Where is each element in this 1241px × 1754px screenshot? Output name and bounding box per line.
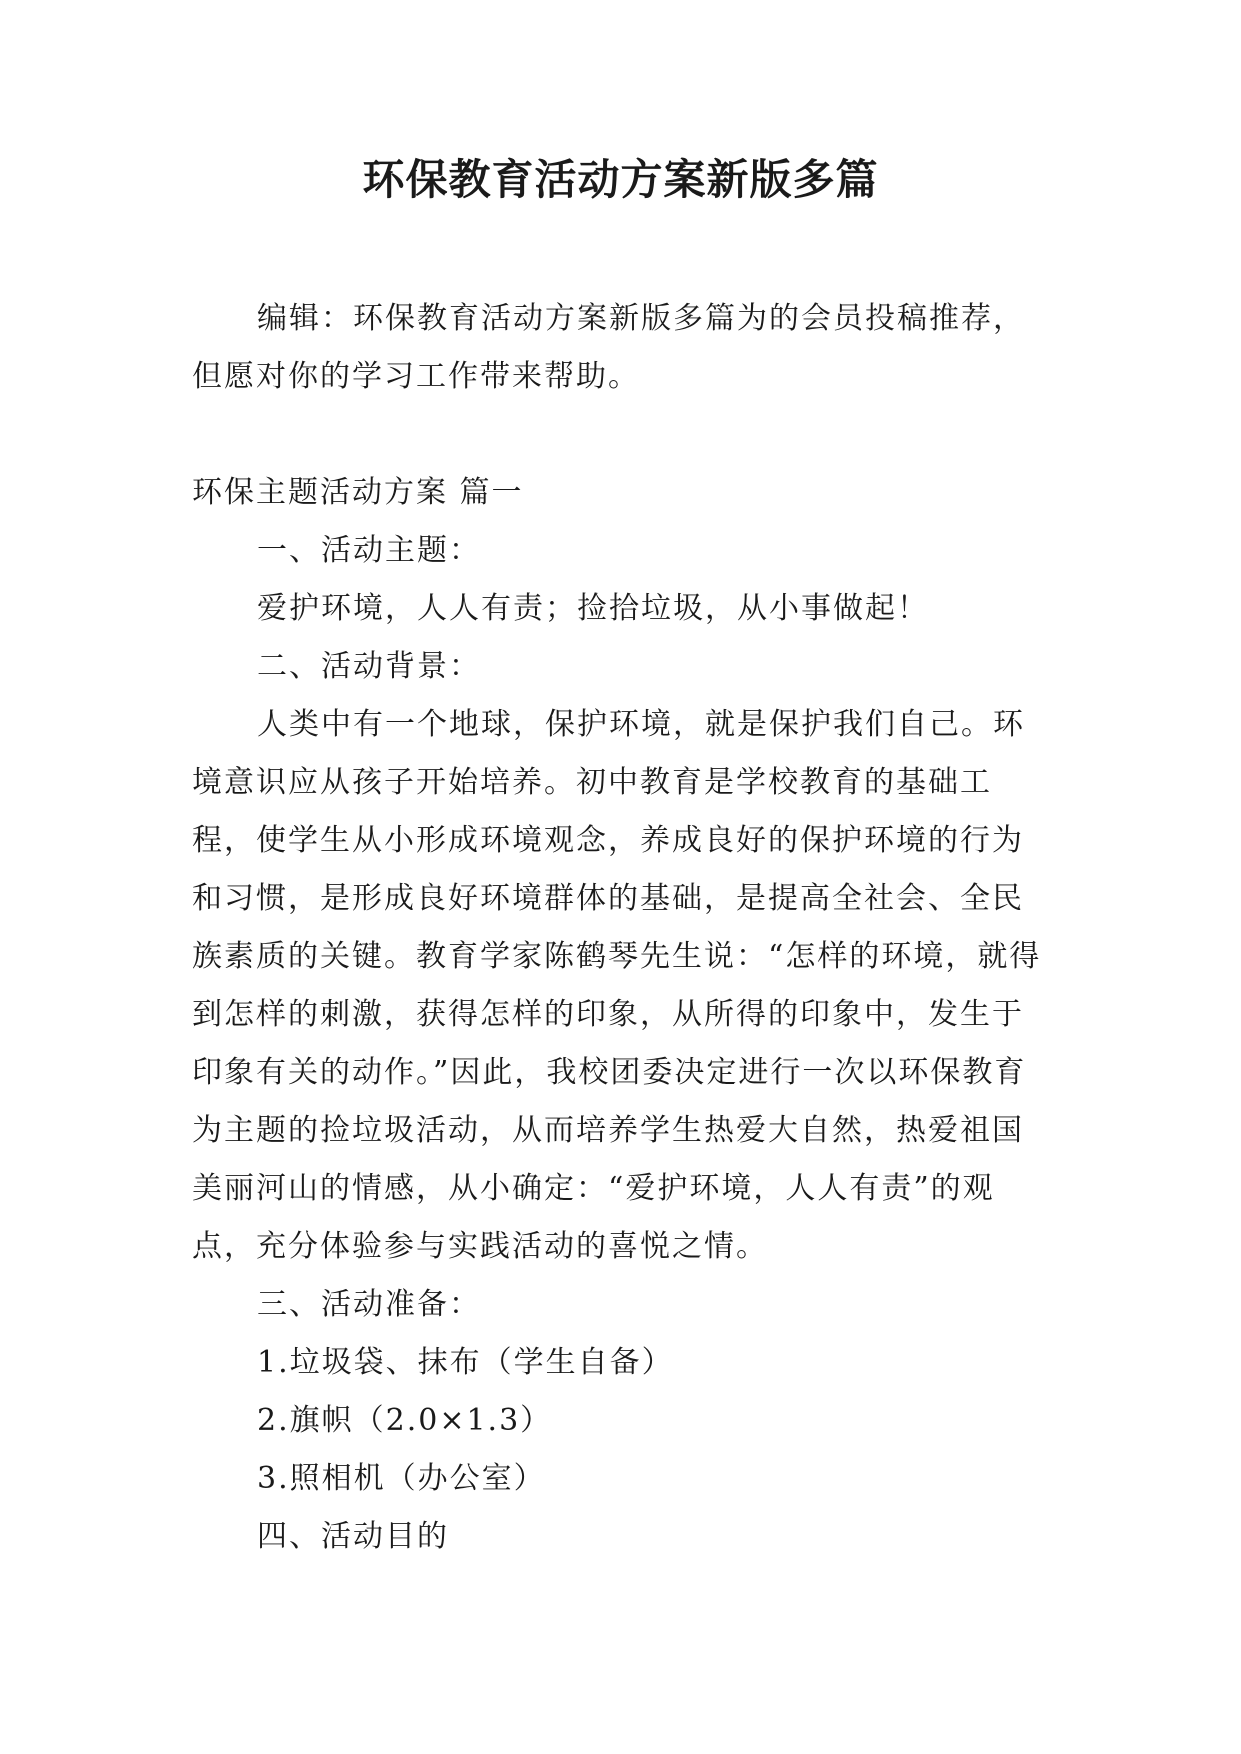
section-one [192,464,1052,1566]
prep-item-bags: 1.垃圾袋、抹布（学生自备） [257,1345,674,1380]
prep-item-flag: 2.旗帜（2.0×1.3） [257,1403,553,1438]
intro-paragraph: 编辑：环保教育活动方案新版多篇为的会员投稿推荐，但愿对你的学习工作带来帮助。 [192,301,1025,394]
section-heading: 环保主题活动方案 篇一 [192,475,524,510]
heading-activity-purpose: 四、活动目的 [257,1519,449,1554]
background-paragraph: 人类中有一个地球，保护环境，就是保护我们自己。环境意识应从孩子开始培养。初中教育是学校教育的基础工程，使学生从小形成环境观念，养成良好的保护环境的行为和习惯，是形成良好环境群体的基础，是提高全社会、全民族素质的关键。教育学家陈鹤琴先生说：“怎样的环境，就得到怎样的刺激，获得怎样的印象，从所得的印象中，发生于印象有关的动作。”因此，我校团委决定进行一次以环保教育为主题的捡垃圾活动，从而培养学生热爱大自然，热爱祖国美丽河山的情感，从小确定：“爱护环境，人人有责”的观点，充分体验参与实践活动的喜悦之情。 [192,707,1042,1264]
document-title: 环保教育活动方案新版多篇 [362,155,879,204]
prep-item-camera: 3.照相机（办公室） [257,1461,546,1496]
heading-activity-background: 二、活动背景： [257,649,481,684]
heading-activity-theme: 一、活动主题： [257,533,481,568]
activity-slogan: 爱护环境，人人有责；捡拾垃圾，从小事做起！ [257,591,929,626]
heading-activity-preparation: 三、活动准备： [257,1287,481,1322]
